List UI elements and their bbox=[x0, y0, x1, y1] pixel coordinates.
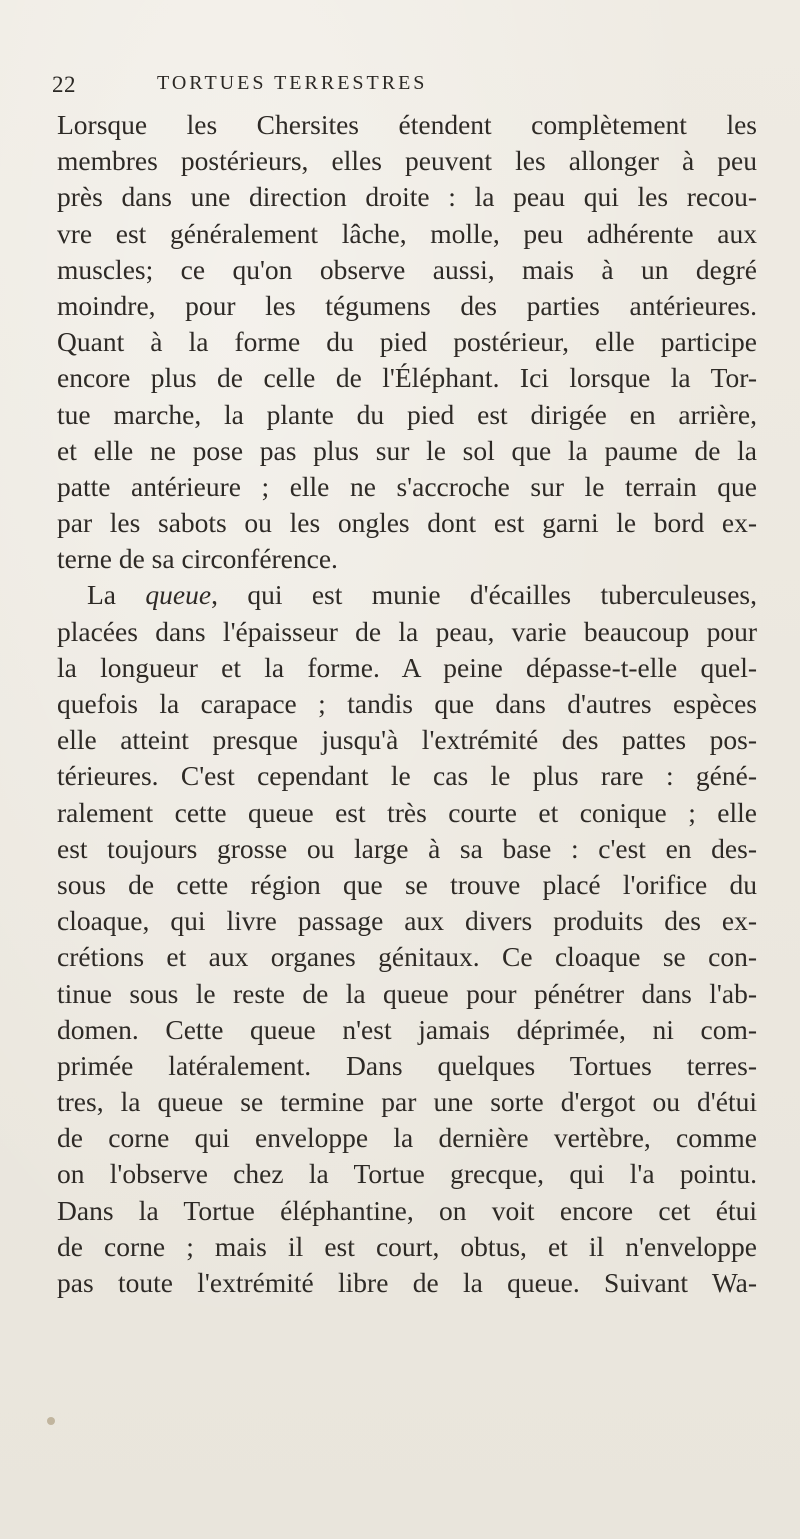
text-line: crétions et aux organes génitaux. Ce cloaque se con- bbox=[57, 941, 757, 973]
text-line: Lorsque les Chersites étendent complètement les bbox=[57, 109, 757, 140]
text-line: membres postérieurs, elles peuvent les allonger à peu bbox=[57, 145, 757, 177]
text-line: on l'observe chez la Tortue grecque, qui l'a pointu. bbox=[57, 1158, 757, 1190]
text-line: Quant à la forme du pied postérieur, elle participe bbox=[57, 326, 757, 358]
text-line: et elle ne pose pas plus sur le sol que la paume de la bbox=[57, 434, 757, 466]
text-line: elle atteint presque jusqu'à l'extrémité des pattes pos- bbox=[57, 724, 757, 756]
text-line: tres, la queue se termine par une sorte d'ergot ou d'étui bbox=[57, 1086, 757, 1118]
running-title: TORTUES TERRESTRES bbox=[157, 72, 428, 94]
text-line: moindre, pour les tégumens des parties antérieures. bbox=[57, 289, 757, 321]
body-text bbox=[57, 107, 757, 1301]
text-line: patte antérieure ; elle ne s'accroche sur le terrain que bbox=[57, 470, 757, 502]
text-line: ralement cette queue est très courte et conique ; elle bbox=[57, 796, 757, 828]
text-line: par les sabots ou les ongles dont est garni le bord ex- bbox=[57, 507, 757, 539]
text-line: primée latéralement. Dans quelques Tortues terres- bbox=[57, 1049, 757, 1081]
text-line: encore plus de celle de l'Éléphant. Ici lorsque la Tor- bbox=[57, 362, 757, 394]
text-line: Dans la Tortue éléphantine, on voit encore cet étui bbox=[57, 1194, 757, 1226]
text-line: muscles; ce qu'on observe aussi, mais à un degré bbox=[57, 253, 757, 285]
page-header bbox=[52, 66, 752, 96]
paper-spot bbox=[47, 1417, 55, 1425]
text-line: la longueur et la forme. A peine dépasse-t-elle quel- bbox=[57, 651, 757, 683]
text-line: de corne qui enveloppe la dernière vertèbre, comme bbox=[57, 1122, 757, 1154]
text-line: près dans une direction droite : la peau qui les recou- bbox=[57, 181, 757, 213]
text-line: vre est généralement lâche, molle, peu adhérente aux bbox=[57, 217, 757, 249]
text-line: terne de sa circonférence. bbox=[57, 543, 338, 575]
text-line: cloaque, qui livre passage aux divers produits des ex- bbox=[57, 905, 757, 937]
text-line: quefois la carapace ; tandis que dans d'autres espèces bbox=[57, 688, 757, 719]
text-line: domen. Cette queue n'est jamais déprimée, ni com- bbox=[57, 1013, 757, 1045]
text-line: tinue sous le reste de la queue pour pénétrer dans l'ab- bbox=[57, 977, 757, 1009]
text-line: est toujours grosse ou large à sa base : c'est en des- bbox=[57, 832, 757, 864]
lead-word: La bbox=[87, 579, 146, 611]
text-line: pas toute l'extrémité libre de la queue. Suivant Wa- bbox=[57, 1267, 757, 1298]
page-number: 22 bbox=[52, 72, 76, 97]
text-line: térieures. C'est cependant le cas le plus rare : géné- bbox=[57, 760, 757, 792]
italic-term: queue bbox=[145, 579, 212, 611]
line-rest: , qui est munie d'écailles tuberculeuses, bbox=[211, 579, 757, 611]
text-line: placées dans l'épaisseur de la peau, varie beaucoup pour bbox=[57, 615, 757, 647]
text-line: de corne ; mais il est court, obtus, et il n'enveloppe bbox=[57, 1230, 757, 1262]
text-line: tue marche, la plante du pied est dirigée en arrière, bbox=[57, 398, 757, 430]
paragraph-start-line bbox=[57, 577, 757, 613]
text-line: sous de cette région que se trouve placé l'orifice du bbox=[57, 868, 757, 900]
